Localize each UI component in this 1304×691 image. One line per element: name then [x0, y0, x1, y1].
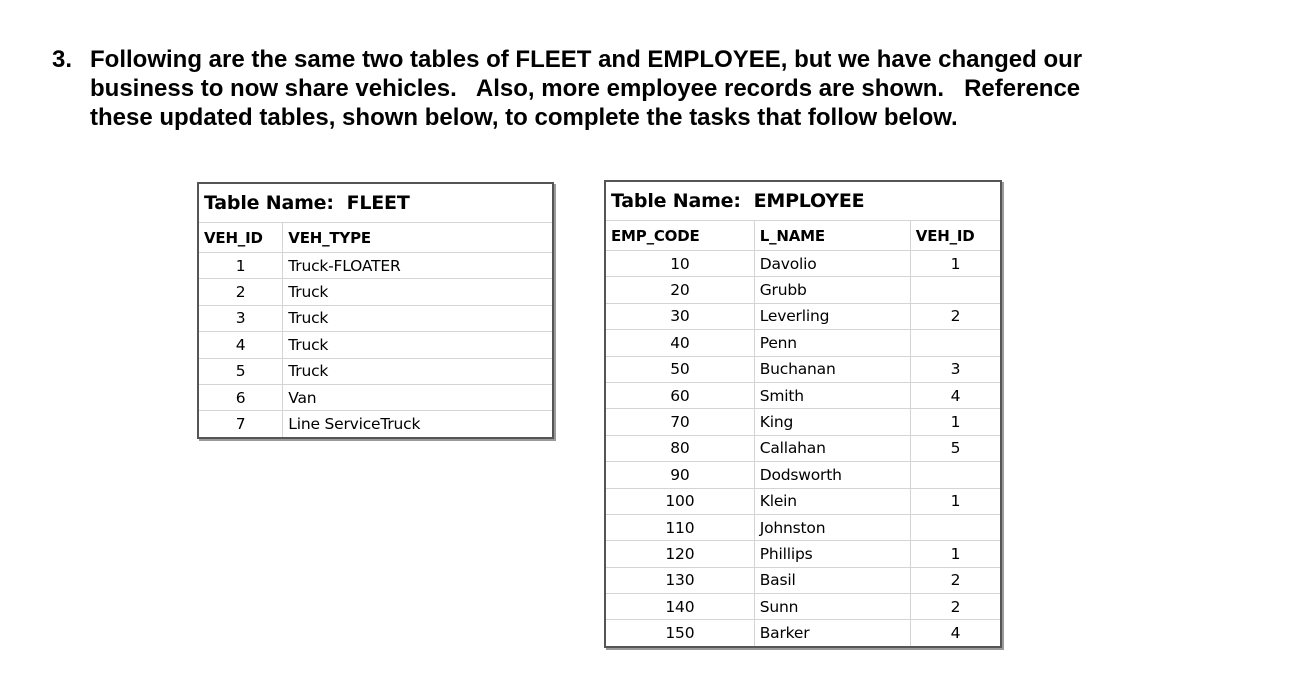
table-row	[198, 384, 553, 410]
employee-cell-emp-code: 50	[605, 356, 754, 382]
employee-cell-veh-id: 4	[910, 382, 1001, 408]
table-row	[605, 594, 1001, 620]
employee-cell-emp-code: 90	[605, 462, 754, 488]
employee-cell-veh-id: 2	[910, 567, 1001, 593]
employee-header-veh-id: VEH_ID	[910, 221, 1001, 251]
employee-cell-veh-id	[910, 462, 1001, 488]
employee-cell-veh-id: 2	[910, 303, 1001, 329]
employee-cell-emp-code: 80	[605, 435, 754, 461]
table-row	[605, 462, 1001, 488]
question-line: these updated tables, shown below, to complete the tasks that follow below.	[90, 104, 958, 131]
table-row	[605, 409, 1001, 435]
fleet-cell-veh-type: Truck	[283, 279, 553, 305]
employee-cell-emp-code: 30	[605, 303, 754, 329]
fleet-cell-veh-id: 3	[198, 305, 283, 331]
table-row	[605, 435, 1001, 461]
table-row	[198, 279, 553, 305]
fleet-table-caption: Table Name: FLEET	[198, 183, 553, 223]
employee-cell-l-name: King	[754, 409, 910, 435]
employee-cell-l-name: Barker	[754, 620, 910, 647]
table-row	[605, 356, 1001, 382]
employee-header-l-name: L_NAME	[754, 221, 910, 251]
employee-cell-l-name: Basil	[754, 567, 910, 593]
table-row	[605, 330, 1001, 356]
table-row	[198, 411, 553, 438]
fleet-cell-veh-type: Van	[283, 384, 553, 410]
table-row	[605, 277, 1001, 303]
employee-cell-l-name: Klein	[754, 488, 910, 514]
fleet-cell-veh-id: 5	[198, 358, 283, 384]
fleet-header-veh-id: VEH_ID	[198, 223, 283, 253]
employee-header-emp-code: EMP_CODE	[605, 221, 754, 251]
employee-cell-emp-code: 100	[605, 488, 754, 514]
employee-cell-l-name: Grubb	[754, 277, 910, 303]
table-row	[605, 567, 1001, 593]
employee-cell-veh-id: 5	[910, 435, 1001, 461]
table-row	[605, 251, 1001, 277]
employee-cell-l-name: Davolio	[754, 251, 910, 277]
employee-cell-l-name: Buchanan	[754, 356, 910, 382]
employee-cell-veh-id	[910, 514, 1001, 540]
employee-cell-veh-id: 1	[910, 541, 1001, 567]
employee-cell-veh-id: 1	[910, 409, 1001, 435]
employee-cell-emp-code: 130	[605, 567, 754, 593]
employee-cell-emp-code: 60	[605, 382, 754, 408]
table-row	[198, 305, 553, 331]
fleet-table	[197, 182, 554, 439]
employee-cell-veh-id: 4	[910, 620, 1001, 647]
fleet-cell-veh-id: 6	[198, 384, 283, 410]
employee-cell-l-name: Penn	[754, 330, 910, 356]
employee-cell-emp-code: 10	[605, 251, 754, 277]
table-row	[605, 541, 1001, 567]
table-row	[605, 514, 1001, 540]
employee-cell-veh-id	[910, 330, 1001, 356]
employee-cell-l-name: Dodsworth	[754, 462, 910, 488]
employee-cell-veh-id: 1	[910, 251, 1001, 277]
employee-cell-l-name: Phillips	[754, 541, 910, 567]
fleet-cell-veh-type: Truck-FLOATER	[283, 253, 553, 279]
fleet-cell-veh-id: 1	[198, 253, 283, 279]
employee-cell-l-name: Johnston	[754, 514, 910, 540]
employee-cell-l-name: Leverling	[754, 303, 910, 329]
table-row	[605, 488, 1001, 514]
employee-cell-emp-code: 20	[605, 277, 754, 303]
employee-cell-emp-code: 40	[605, 330, 754, 356]
table-row	[198, 358, 553, 384]
fleet-cell-veh-type: Truck	[283, 305, 553, 331]
employee-cell-veh-id: 3	[910, 356, 1001, 382]
employee-cell-veh-id: 2	[910, 594, 1001, 620]
employee-cell-emp-code: 140	[605, 594, 754, 620]
fleet-cell-veh-id: 7	[198, 411, 283, 438]
fleet-cell-veh-id: 2	[198, 279, 283, 305]
employee-cell-l-name: Sunn	[754, 594, 910, 620]
question-text	[90, 45, 1190, 132]
employee-cell-emp-code: 120	[605, 541, 754, 567]
employee-cell-emp-code: 70	[605, 409, 754, 435]
table-row	[605, 303, 1001, 329]
employee-cell-emp-code: 150	[605, 620, 754, 647]
question-number: 3.	[52, 46, 73, 73]
table-row	[198, 253, 553, 279]
table-row	[198, 332, 553, 358]
fleet-cell-veh-id: 4	[198, 332, 283, 358]
question-line: business to now share vehicles. Also, more employee records are shown. Reference	[90, 75, 1081, 102]
fleet-cell-veh-type: Truck	[283, 358, 553, 384]
fleet-header-veh-type: VEH_TYPE	[283, 223, 553, 253]
table-row	[605, 620, 1001, 647]
employee-table	[604, 180, 1002, 648]
employee-cell-l-name: Smith	[754, 382, 910, 408]
question-block	[52, 45, 1232, 132]
table-row	[605, 382, 1001, 408]
question-line: Following are the same two tables of FLEET and EMPLOYEE, but we have changed our	[90, 46, 1083, 73]
fleet-cell-veh-type: Truck	[283, 332, 553, 358]
employee-cell-l-name: Callahan	[754, 435, 910, 461]
employee-cell-veh-id: 1	[910, 488, 1001, 514]
employee-cell-veh-id	[910, 277, 1001, 303]
employee-table-caption: Table Name: EMPLOYEE	[605, 181, 1001, 221]
fleet-cell-veh-type: Line ServiceTruck	[283, 411, 553, 438]
employee-cell-emp-code: 110	[605, 514, 754, 540]
